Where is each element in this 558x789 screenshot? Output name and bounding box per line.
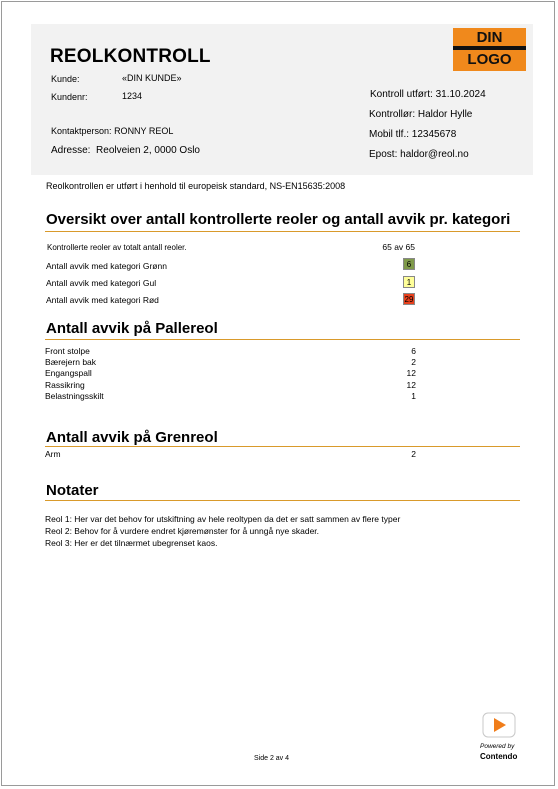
table-row-value: 1 [411,391,416,401]
overview-heading: Oversikt over antall kontrollerte reoler og antall avvik pr. kategori [46,211,511,228]
overview-row-label: Kontrollerte reoler av totalt antall reoler. [47,243,187,252]
logo-bar [453,46,526,50]
kontakt-label: Kontaktperson: [51,126,112,136]
kontaktperson [51,126,173,136]
overview-rule [45,231,520,232]
table-row-value: 2 [411,449,416,459]
notater-rule [45,500,520,501]
overview-row-label: Antall avvik med kategori Gul [46,278,157,288]
table-row-value: 12 [406,368,416,378]
table-row-value: 2 [411,357,416,367]
kunde-value: «DIN KUNDE» [122,73,182,83]
adresse-label: Adresse: [51,145,91,156]
grenreol-rule [45,446,520,447]
logo-line1: DIN [476,29,503,46]
brand-name: Contendo [480,752,518,761]
table-row-value: 12 [406,380,416,390]
standard-text: Reolkontrollen er utført i henhold til europeisk standard, NS-EN15635:2008 [46,181,346,191]
kontakt-value: RONNY REOL [114,126,174,136]
logo-line2: LOGO [467,51,512,68]
pallereol-heading: Antall avvik på Pallereol [46,320,218,337]
kunde-label: Kunde: [51,74,80,84]
mobil: Mobil tlf.: 12345678 [369,129,457,140]
table-row-label: Front stolpe [45,346,90,356]
table-row-label: Belastningsskilt [45,391,104,401]
table-row-label: Bærejern bak [45,357,97,367]
table-row-label: Engangspall [45,368,92,378]
pallereol-rule [45,339,520,340]
kontroll-utfort: Kontroll utført: 31.10.2024 [370,89,486,100]
play-icon [482,712,516,738]
note-line: Reol 2: Behov for å vurdere endret kjøremønster for å unngå nye skader. [45,526,320,536]
overview-row-label: Antall avvik med kategori Grønn [46,261,167,271]
kontrollor: Kontrollør: Haldor Hylle [369,109,473,120]
kundenr-label: Kundenr: [51,92,88,102]
overview-row-label: Antall avvik med kategori Rød [46,295,159,305]
overview-row-value: 65 av 65 [382,242,415,252]
adresse-value: Reolveien 2, 0000 Oslo [96,145,200,156]
note-line: Reol 1: Her var det behov for utskiftning av hele reoltypen da det er satt sammen av flere typer [45,514,401,524]
table-row-label: Rassikring [45,380,85,390]
kundenr-value: 1234 [122,91,143,101]
status-badge-red: 29 [404,295,414,304]
report-title: REOLKONTROLL [50,46,211,67]
status-badge-green: 6 [403,258,415,270]
epost: Epost: haldor@reol.no [369,149,469,160]
adresse [51,145,200,156]
notater-heading: Notater [46,482,99,499]
table-row-value: 6 [411,346,416,356]
note-line: Reol 3: Her er det tilnærmet ubegrenset kaos. [45,538,218,548]
company-logo [453,28,526,71]
grenreol-heading: Antall avvik på Grenreol [46,429,218,446]
status-badge-yellow: 1 [403,276,415,288]
powered-by: Powered by [480,743,515,750]
page-number: Side 2 av 4 [254,755,290,762]
table-row-label: Arm [45,449,61,459]
